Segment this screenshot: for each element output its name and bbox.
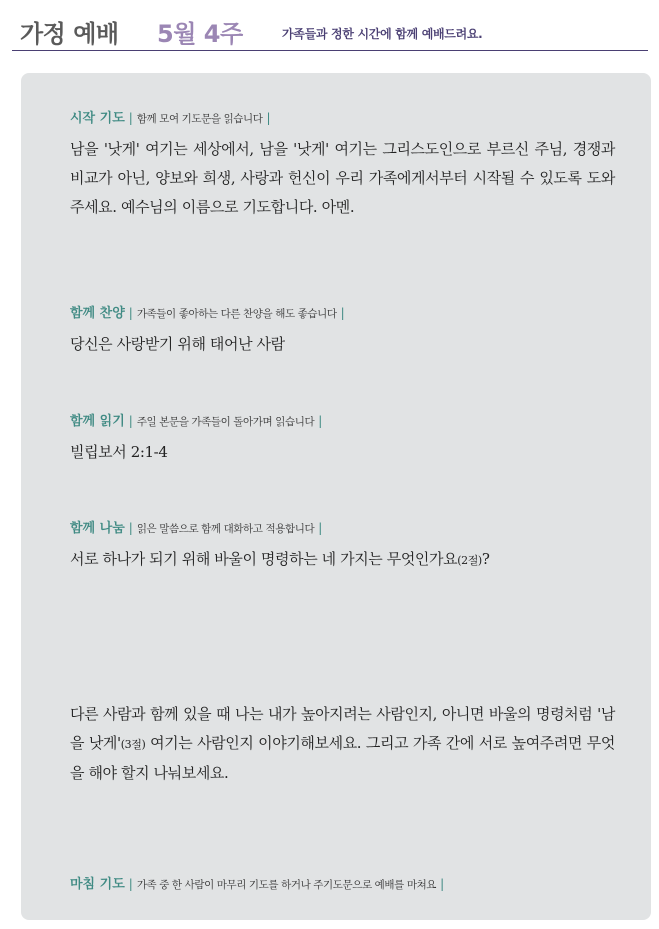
divider-bar: | [318,521,323,535]
section-sharing [70,520,615,575]
scripture-reference: 빌립보서 2:1-4 [70,443,168,461]
section-note: 읽은 말씀으로 함께 대화하고 적용합니다 [136,523,315,535]
verse-ref: (3절) [120,738,146,751]
question-text: 서로 하나가 되기 위해 바울이 명령하는 네 가지는 무엇인가요 [70,550,458,568]
section-header [70,413,615,430]
divider-bar: | [440,877,445,891]
section-header [70,110,615,127]
section-header [70,305,615,322]
section-closing-prayer [70,876,615,893]
verse-ref: (2절) [457,554,482,567]
page-header [20,14,640,48]
section-label: 함께 찬양 [70,306,125,321]
page-title: 가정 예배 [20,20,119,48]
divider-bar: | [128,877,133,891]
header-divider [12,50,648,51]
question-text: 다른 사람과 함께 있을 때 나는 내가 높아지려는 사람인지, 아니면 바울의 명령처럼 '남을 낫게' [70,705,615,752]
sharing-question-2 [70,700,615,788]
page-subtitle: 가족들과 정한 시간에 함께 예배드려요. [282,27,483,41]
section-header [70,520,615,537]
section-note: 함께 모여 기도문을 읽습니다 [136,113,263,125]
section-opening-prayer [70,110,615,222]
section-label: 함께 나눔 [70,521,125,536]
week-label: 5월 4주 [157,20,243,48]
question-text: 여기는 사람인지 이야기해보세요. 그리고 가족 간에 서로 높여주려면 무엇을 해야 할지 나눠보세요. [70,734,615,782]
divider-bar: | [128,414,133,428]
section-praise [70,305,615,359]
section-note: 가족들이 좋아하는 다른 찬양을 해도 좋습니다 [136,308,337,320]
section-label: 함께 읽기 [70,414,125,429]
question-end: ? [481,550,490,568]
section-sharing-q2 [70,700,615,788]
divider-bar: | [266,111,271,125]
section-label: 마침 기도 [70,877,125,892]
opening-prayer-text: 남을 '낫게' 여기는 세상에서, 남을 '낫게' 여기는 그리스도인으로 부르신 주님, 경쟁과 비교가 아닌, 양보와 희생, 사랑과 헌신이 우리 가족에게서부터 시작될 수 있도록 도와주세요. 예수님의 이름으로 기도합니다. 아멘. [70,140,615,216]
divider-bar: | [318,414,323,428]
divider-bar: | [128,521,133,535]
section-note: 주일 본문을 가족들이 돌아가며 읽습니다 [136,416,315,428]
divider-bar: | [128,306,133,320]
section-label: 시작 기도 [70,111,125,126]
section-header [70,876,615,893]
section-note: 가족 중 한 사람이 마무리 기도를 하거나 주기도문으로 예배를 마쳐요 [136,879,437,891]
sharing-question-1 [70,545,615,575]
section-reading [70,413,615,467]
praise-song-title: 당신은 사랑받기 위해 태어난 사람 [70,335,285,353]
divider-bar: | [340,306,345,320]
divider-bar: | [128,111,133,125]
